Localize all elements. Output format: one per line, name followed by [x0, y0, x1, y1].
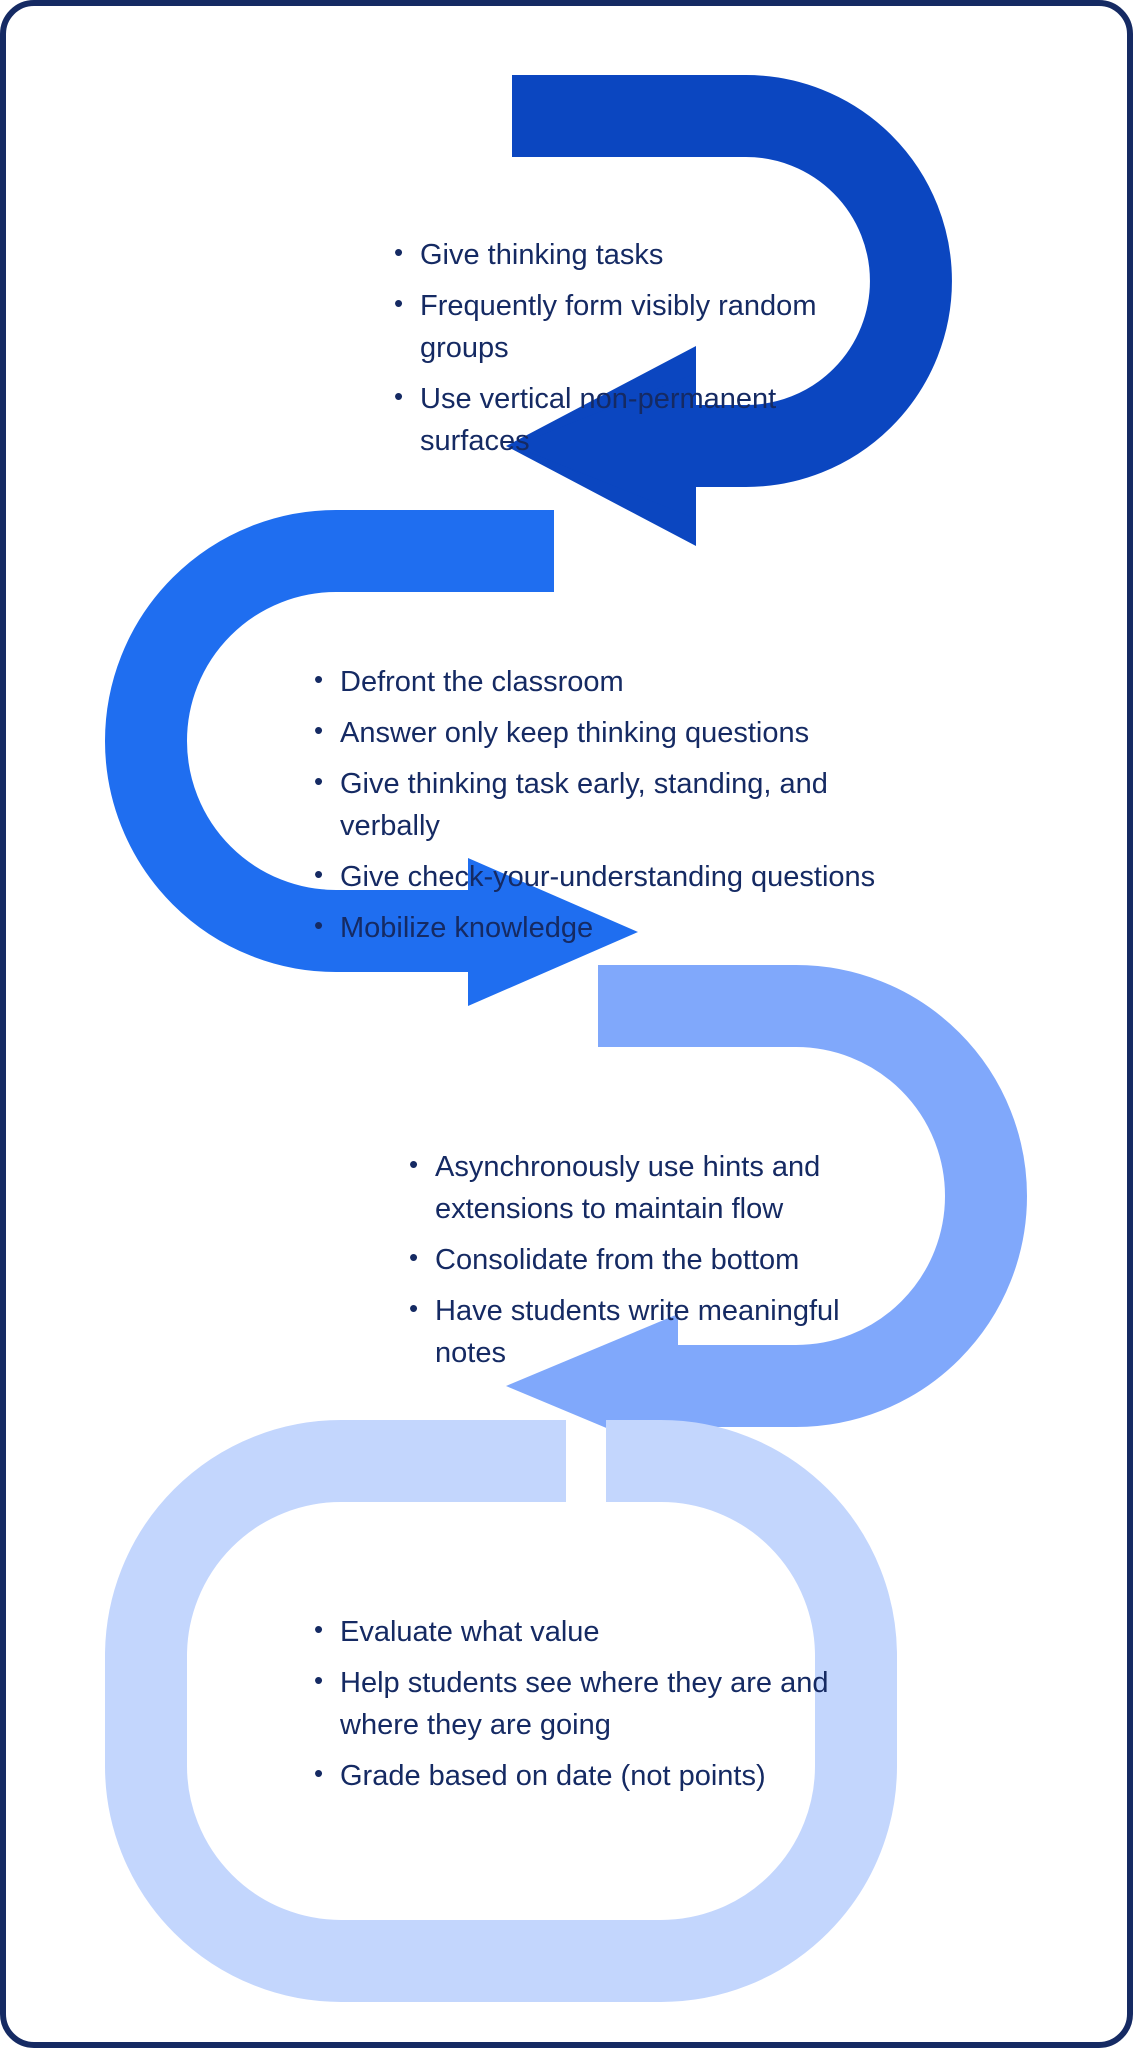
- list-item: [306, 712, 906, 754]
- stage-4-list: [306, 1611, 836, 1797]
- list-item-label: Give check-your-understanding questions: [340, 861, 876, 894]
- stage-text-layer: [6, 6, 1133, 2048]
- list-item: [386, 285, 856, 369]
- bullet-icon: •: [394, 288, 404, 319]
- list-item: [386, 234, 856, 276]
- stage-3-text-block: [401, 1146, 871, 1383]
- list-item: [401, 1239, 871, 1281]
- stage-3-list: [401, 1146, 871, 1374]
- list-item-label: Defront the classroom: [340, 666, 624, 698]
- stage-1-list: [386, 234, 856, 462]
- bullet-icon: •: [409, 1293, 419, 1324]
- bullet-icon: •: [314, 664, 324, 694]
- list-item-label: Frequently form visibly random groups: [420, 290, 817, 365]
- stage-1-text-block: [386, 234, 856, 471]
- list-item: [306, 661, 906, 703]
- list-item-label: Mobilize knowledge: [340, 912, 594, 945]
- bullet-icon: •: [409, 1149, 419, 1179]
- bullet-icon: •: [409, 1242, 419, 1273]
- list-item-label: Help students see where they are and where they are going: [340, 1667, 829, 1742]
- list-item: [306, 856, 906, 898]
- list-item-label: Have students write meaningful notes: [435, 1295, 840, 1370]
- list-item: [401, 1290, 871, 1374]
- bullet-icon: •: [314, 1665, 324, 1696]
- bullet-icon: •: [314, 1758, 324, 1789]
- list-item-label: Asynchronously use hints and extensions to maintain flow: [435, 1151, 821, 1226]
- bullet-icon: •: [314, 766, 324, 797]
- list-item: [386, 378, 856, 462]
- list-item-label: Give thinking task early, standing, and verbally: [340, 768, 828, 843]
- list-item-label: Answer only keep thinking questions: [340, 717, 810, 750]
- bullet-icon: •: [314, 715, 324, 746]
- list-item-label: Consolidate from the bottom: [435, 1244, 800, 1277]
- bullet-icon: •: [314, 910, 324, 941]
- bullet-icon: •: [394, 237, 404, 267]
- list-item-label: Give thinking tasks: [420, 239, 664, 271]
- list-item: [306, 1755, 836, 1797]
- list-item-label: Evaluate what value: [340, 1616, 600, 1648]
- bullet-icon: •: [314, 859, 324, 890]
- list-item: [306, 1611, 836, 1653]
- bullet-icon: •: [314, 1614, 324, 1644]
- stage-2-list: [306, 661, 906, 949]
- list-item: [306, 763, 906, 847]
- list-item-label: Grade based on date (not points): [340, 1760, 766, 1793]
- list-item-label: Use vertical non-permanent surfaces: [420, 383, 777, 458]
- stage-2-text-block: [306, 661, 906, 958]
- list-item: [306, 1662, 836, 1746]
- list-item: [306, 907, 906, 949]
- list-item: [401, 1146, 871, 1230]
- stage-4-text-block: [306, 1611, 836, 1806]
- bullet-icon: •: [394, 381, 404, 412]
